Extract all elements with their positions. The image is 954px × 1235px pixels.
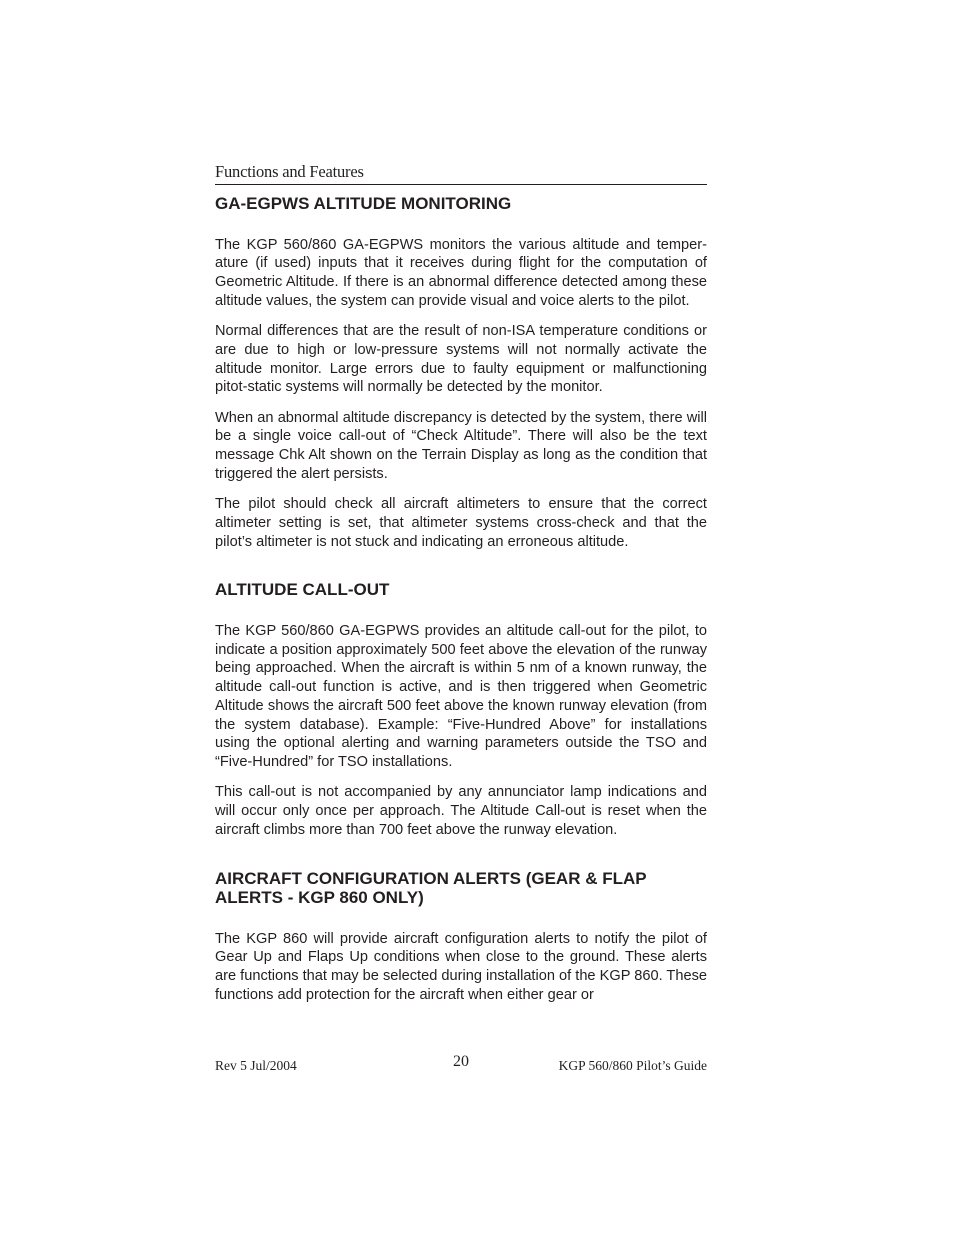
page-body bbox=[215, 192, 707, 1016]
section-altitude-call-out bbox=[215, 578, 707, 839]
section-heading: AIRCRAFT CONFIGURATION ALERTS (GEAR & FLAP ALERTS - KGP 860 ONLY) bbox=[215, 868, 647, 907]
section-configuration-alerts bbox=[215, 867, 707, 1005]
footer-guide-title: KGP 560/860 Pilot’s Guide bbox=[558, 1058, 707, 1073]
section-altitude-monitoring bbox=[215, 192, 707, 551]
paragraph: The KGP 860 will provide aircraft configuration alerts to notify the pilot of Gear Up and Flaps Up conditions when close to the ground. These alerts are functions that may be selected during installation of the KGP 860. These functions add protection for the aircraft when either gear or bbox=[215, 930, 707, 1003]
footer-page-number: 20 bbox=[453, 1053, 469, 1070]
paragraph: The KGP 560/860 GA-EGPWS monitors the various altitude and temperature (if used) inputs that it receives during flight for the computation of Geometric Altitude. If there is an abnormal difference detected among these altitude values, the system can provide visual and voice alerts to the pilot. bbox=[215, 236, 707, 309]
manual-page bbox=[215, 0, 707, 1235]
running-head: Functions and Features bbox=[215, 160, 707, 185]
paragraph: The KGP 560/860 GA-EGPWS provides an altitude call-out for the pilot, to indicate a position approximately 500 feet above the elevation of the runway being approached. When the aircraft is within 5 nm of a known runway, the altitude call-out function is active, and is then triggered when Geometric Altitude shows the aircraft 500 feet above the known runway elevation (from the system database). Example: “Five-Hundred Above” for installations using the optional alerting and warning parameters outside the TSO and “Five-Hundred” for TSO installations. bbox=[215, 622, 707, 770]
paragraph: The pilot should check all aircraft altimeters to ensure that the correct altimeter setting is set, that altimeter systems cross-check and that the pilot’s altimeter is not stuck and indicating an erroneous altitude. bbox=[215, 496, 707, 550]
paragraph: This call-out is not accompanied by any annunciator lamp indications and will occur only once per approach. The Altitude Call-out is reset when the aircraft climbs more than 700 feet above the runway elevation. bbox=[215, 784, 707, 838]
section-heading: GA-EGPWS ALTITUDE MONITORING bbox=[215, 194, 512, 213]
section-heading: ALTITUDE CALL-OUT bbox=[215, 580, 390, 600]
paragraph: Normal differences that are the result of non-ISA temperature conditions or are due to high or low-pressure systems will not normally activate the altitude monitor. Large errors due to faulty equipment or malfunctioning pitot-static systems will normally be detected by the monitor. bbox=[215, 323, 707, 396]
footer-revision: Rev 5 Jul/2004 bbox=[215, 1058, 297, 1073]
paragraph: When an abnormal altitude discrepancy is detected by the system, there will be a single voice call-out of “Check Altitude”. There will also be the text message Chk Alt shown on the Terrain Display as long as the condition that triggered the alert persists. bbox=[215, 409, 707, 482]
